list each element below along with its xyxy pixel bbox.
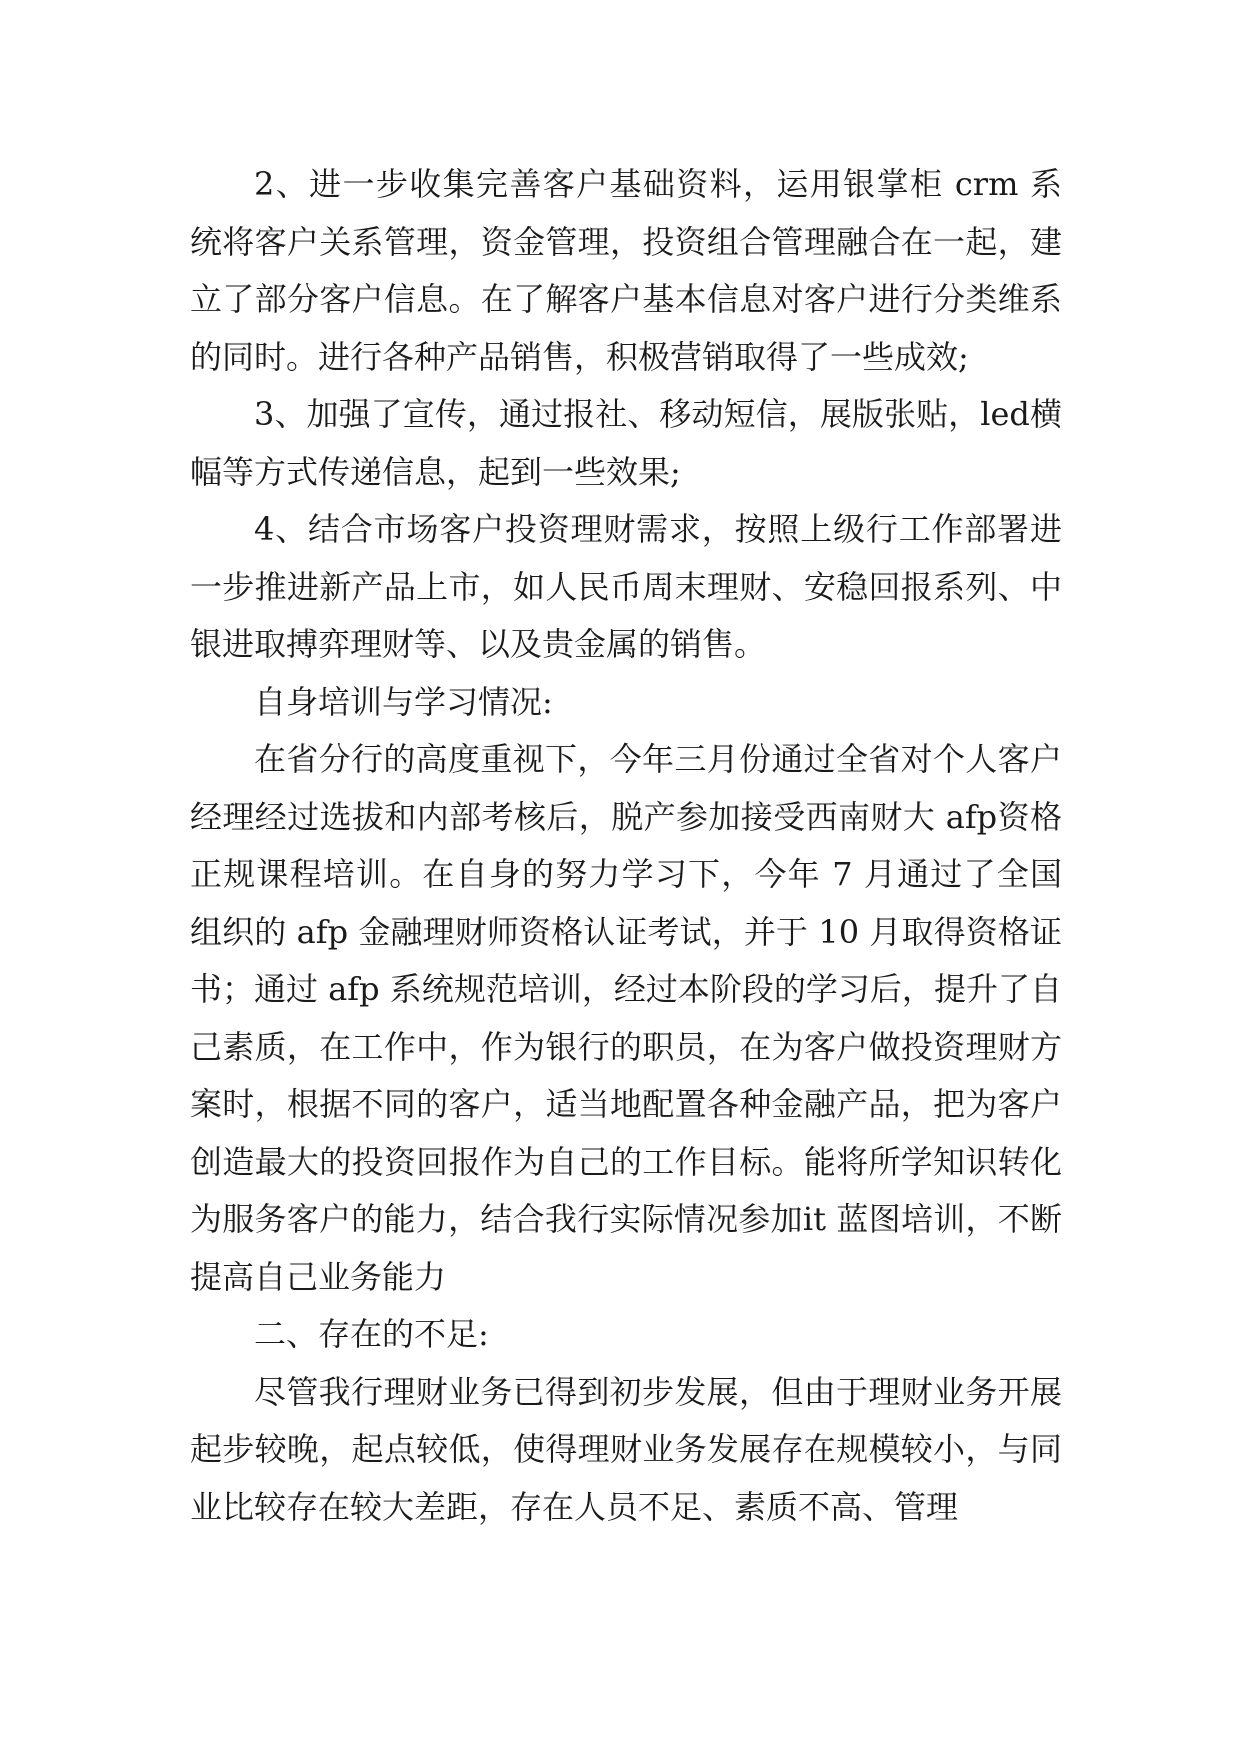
text-line: 尽管我行理财业务已得到初步发展，但由于理财业务开: [254, 1372, 1030, 1411]
text-line: 品，把为客户创造最大的投资回报作为自己的工作目标。能: [190, 1085, 1062, 1181]
text-line: 在省分行的高度重视下，今年三月份通过全省对个人客: [254, 740, 1030, 778]
text-line: 3、加强了宣传，通过报社、移动短信，展版张贴，led: [254, 395, 1030, 433]
text-line: 将所学知识转化为服务客户的能力，结合我行实际情况参加: [190, 1142, 1062, 1238]
paragraph-item-4: [190, 501, 1062, 674]
text-line: 横幅等方式传递信息，起到一些效果;: [190, 395, 1062, 491]
text-line: 户经理经过选拔和内部考核后，脱产参加接受西南财大 afp: [190, 740, 1062, 836]
text-line: 与同业比较存在较大差距，存在人员不足、素质不高、管理: [190, 1430, 1062, 1526]
text-line: 资格证书；通过 afp 系统规范培训，经过本阶段的学习后，: [190, 912, 1062, 1008]
text-line: it 蓝图培训，不断提高自己业务能力: [190, 1200, 1062, 1296]
text-line: 2、进一步收集完善客户基础资料，运用银掌柜 crm 系: [254, 165, 1062, 203]
text-line: 维系的同时。进行各种产品销售，积极营销取得了一些成效;: [190, 280, 1062, 376]
paragraph-shortcomings: [190, 1364, 1062, 1537]
text-line: 全国组织的 afp 金融理财师资格认证考试，并于 10 月取得: [190, 855, 1062, 951]
document-body: [190, 156, 1062, 1536]
section-heading-training: [190, 674, 1062, 732]
text-line: 建立了部分客户信息。在了解客户基本信息对客户进行分类: [190, 222, 1062, 318]
heading-text: 自身培训与学习情况:: [254, 682, 553, 721]
text-line: 资格正规课程培训。在自身的努力学习下，今年 7 月通过了: [190, 797, 1062, 893]
heading-text: 二、存在的不足:: [254, 1315, 489, 1353]
paragraph-training: [190, 731, 1062, 1306]
text-line: 进一步推进新产品上市，如人民币周末理财、安稳回报系列、: [190, 510, 1062, 606]
text-line: 投资理财方案时，根据不同的客户，适当地配置各种金融产: [190, 1027, 1062, 1123]
text-line: 提升了自己素质，在工作中，作为银行的职员，在为客户做: [190, 970, 1062, 1066]
paragraph-item-3: [190, 386, 1062, 501]
text-line: 展起步较晚，起点较低，使得理财业务发展存在规模较小，: [190, 1372, 1062, 1468]
section-heading-shortcomings: [190, 1306, 1062, 1364]
text-line: 中银进取搏弈理财等、以及贵金属的销售。: [190, 567, 1062, 663]
text-line: 统将客户关系管理，资金管理，投资组合管理融合在一起，: [190, 222, 1030, 261]
text-line: 4、结合市场客户投资理财需求，按照上级行工作部署: [254, 510, 1030, 548]
paragraph-item-2: [190, 156, 1062, 386]
